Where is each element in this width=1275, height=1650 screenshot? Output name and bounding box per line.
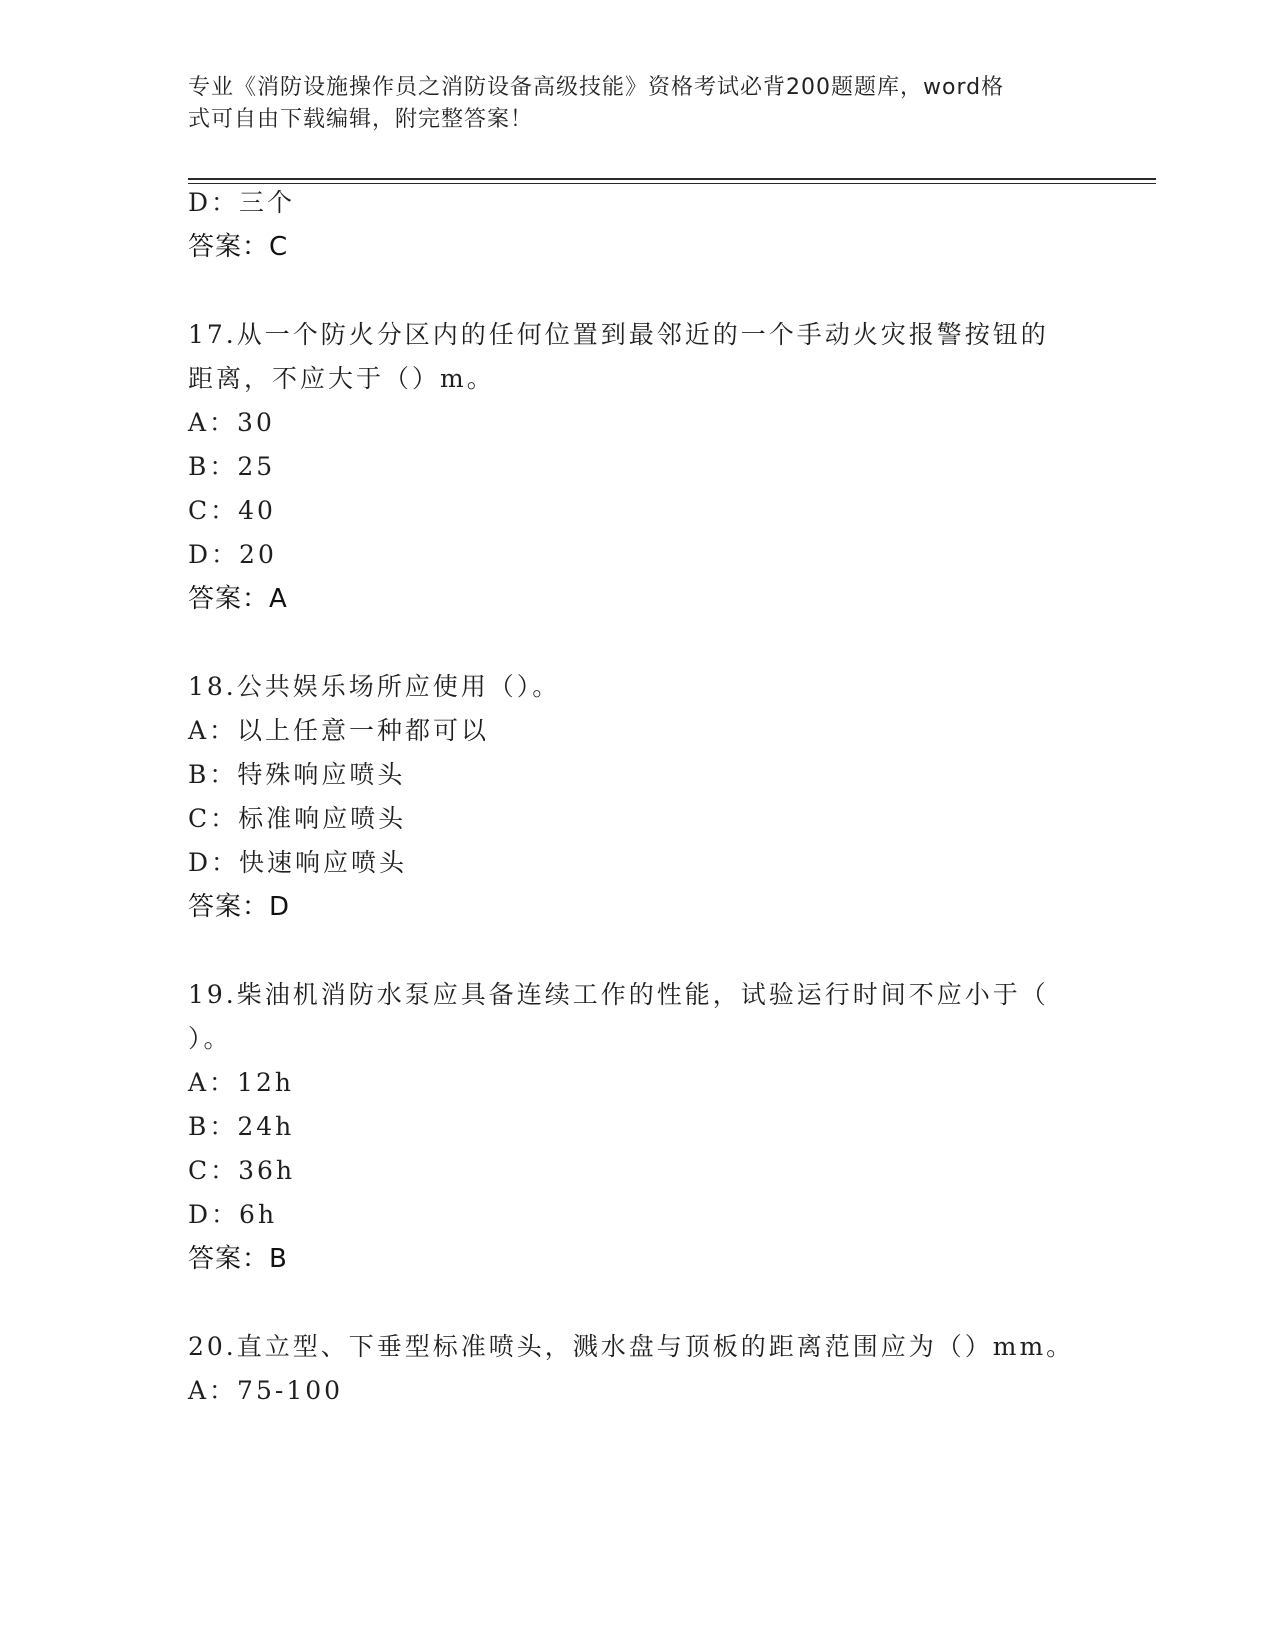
q18-stem-line-1: 18.公共娱乐场所应使用（）。 — [188, 672, 561, 701]
q18-option-d: D：快速响应喷头 — [188, 848, 408, 877]
q19-answer: 答案：B — [188, 1244, 288, 1274]
q17-answer: 答案：A — [188, 584, 288, 614]
prev-option-d: D：三个 — [188, 188, 296, 217]
header-divider-thick — [188, 178, 1156, 180]
q17-option-a: A：30 — [188, 408, 275, 437]
header-divider-thin — [188, 183, 1156, 184]
q19-stem-line-2: ）。 — [188, 1024, 232, 1053]
q17-option-c: C：40 — [188, 496, 276, 525]
q19-option-d: D：6h — [188, 1200, 278, 1229]
header-line-2: 式可自由下载编辑，附完整答案！ — [188, 107, 534, 132]
q20-stem-line-1: 20.直立型、下垂型标准喷头，溅水盘与顶板的距离范围应为（）mm。 — [188, 1332, 1075, 1361]
q17-option-b: B：25 — [188, 452, 276, 481]
q17-option-d: D：20 — [188, 540, 277, 569]
header-line-1: 专业《消防设施操作员之消防设备高级技能》资格考试必背200题题库，word格 — [188, 75, 1005, 100]
prev-answer: 答案：C — [188, 232, 289, 262]
q20-option-a: A：75-100 — [188, 1376, 344, 1405]
q17-stem-line-2: 距离，不应大于（）m。 — [188, 364, 495, 393]
q19-option-b: B：24h — [188, 1112, 295, 1141]
q19-stem-line-1: 19.柴油机消防水泵应具备连续工作的性能，试验运行时间不应小于（ — [188, 980, 1049, 1009]
q19-option-c: C：36h — [188, 1156, 296, 1185]
q19-option-a: A：12h — [188, 1068, 294, 1097]
document-header — [188, 72, 1068, 136]
q18-option-c: C：标准响应喷头 — [188, 804, 407, 833]
q17-stem-line-1: 17.从一个防火分区内的任何位置到最邻近的一个手动火灾报警按钮的 — [188, 320, 1049, 349]
q18-answer: 答案：D — [188, 892, 291, 922]
q18-option-a: A：以上任意一种都可以 — [188, 716, 490, 745]
q18-option-b: B：特殊响应喷头 — [188, 760, 406, 789]
